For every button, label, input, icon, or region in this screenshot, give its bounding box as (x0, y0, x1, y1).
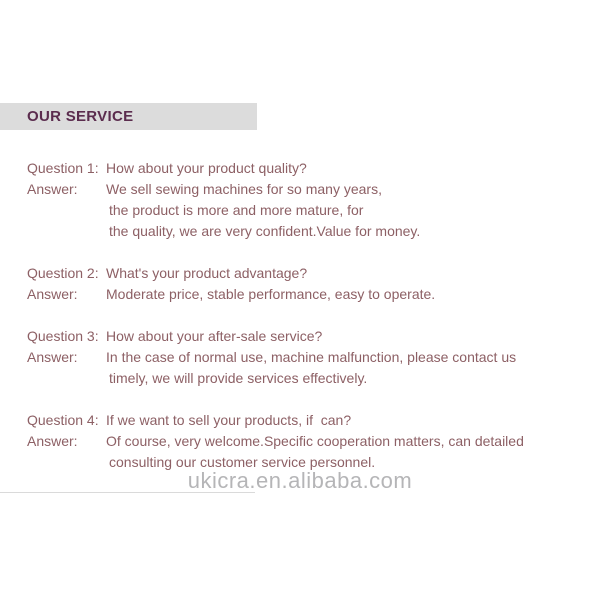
answer-text: the quality, we are very confident.Value for money. (109, 223, 421, 239)
answer-row (27, 200, 570, 221)
section-title: OUR SERVICE (27, 108, 134, 125)
question-label: Question 3: (27, 328, 99, 344)
question-label: Question 1: (27, 160, 99, 176)
question-row (27, 410, 570, 431)
question-text: How about your after-sale service? (106, 328, 323, 344)
answer-text: In the case of normal use, machine malfunction, please contact us (106, 349, 517, 365)
question-label: Question 4: (27, 412, 99, 428)
faq-item-4 (27, 410, 570, 473)
answer-row (27, 347, 570, 368)
answer-text: We sell sewing machines for so many years, (106, 181, 382, 197)
question-label: Question 2: (27, 265, 99, 281)
question-text: How about your product quality? (106, 160, 307, 176)
answer-row (27, 179, 570, 200)
answer-text: Moderate price, stable performance, easy to operate. (106, 286, 436, 302)
answer-text: the product is more and more mature, for (109, 202, 364, 218)
question-row (27, 326, 570, 347)
question-text: If we want to sell your products, if can? (106, 412, 352, 428)
question-text: What's your product advantage? (106, 265, 308, 281)
question-row (27, 263, 570, 284)
answer-label: Answer: (27, 349, 78, 365)
answer-text: consulting our customer service personnel. (109, 454, 376, 470)
answer-row (27, 368, 570, 389)
answer-label: Answer: (27, 433, 78, 449)
answer-text: timely, we will provide services effectively. (109, 370, 368, 386)
watermark: ukicra.en.alibaba.com (187, 468, 413, 493)
answer-row (27, 221, 570, 242)
section-header-bar (0, 103, 257, 130)
answer-label: Answer: (27, 286, 78, 302)
faq-list (27, 158, 570, 494)
faq-item-3 (27, 326, 570, 389)
answer-label: Answer: (27, 181, 78, 197)
answer-row (27, 431, 570, 452)
answer-text: Of course, very welcome.Specific cooperation matters, can detailed (106, 433, 524, 449)
faq-item-2 (27, 263, 570, 305)
faq-item-1 (27, 158, 570, 242)
question-row (27, 158, 570, 179)
answer-row (27, 284, 570, 305)
